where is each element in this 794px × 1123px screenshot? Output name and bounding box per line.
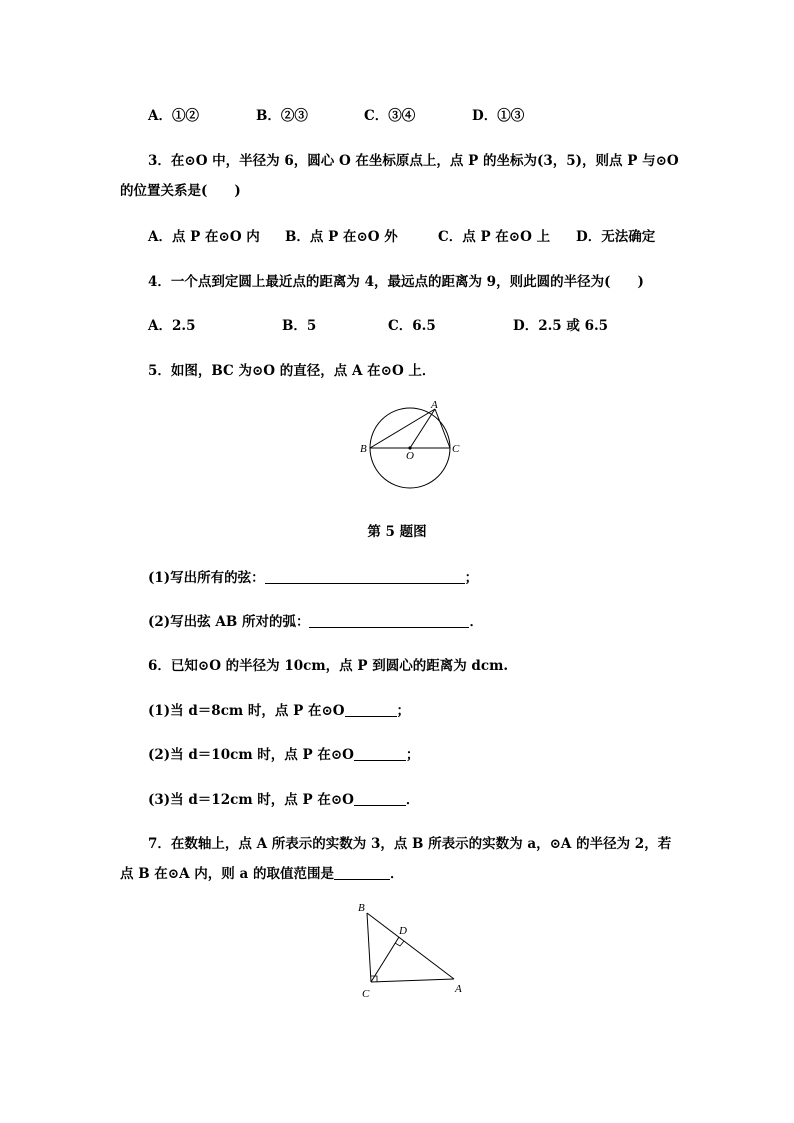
q6-sub3	[148, 788, 419, 808]
q6-sub2-end: ；	[405, 747, 420, 763]
q4-option-a: A．2.5	[148, 318, 196, 334]
q5-figure-caption: 第 5 题图	[367, 524, 427, 540]
q7-triangle-figure	[350, 898, 470, 1002]
q5-circle-figure	[350, 398, 470, 498]
label-d: D	[399, 925, 407, 937]
q3-option-b: B．点 P 在⊙O 外	[285, 229, 398, 245]
q5-sub2-end: ．	[469, 614, 483, 630]
q5-sub1	[148, 566, 478, 586]
q6-sub3-answer-blank[interactable]	[354, 791, 406, 806]
q6-sub2-answer-blank[interactable]	[354, 746, 406, 761]
q2-option-b: B．②③	[256, 108, 308, 124]
side-bc	[367, 913, 371, 982]
q5-stem: 5．如图，BC 为⊙O 的直径，点 A 在⊙O 上．	[148, 363, 436, 379]
q5-sub1-prompt: (1)写出所有的弦：	[148, 570, 265, 586]
q5-sub2	[148, 610, 483, 630]
q6-sub3-prompt: (3)当 d＝12cm 时，点 P 在⊙O	[148, 792, 354, 808]
segment-ao	[410, 409, 435, 448]
label-a: A	[455, 983, 462, 995]
q3-option-c: C．点 P 在⊙O 上	[438, 229, 551, 245]
q3-option-a: A．点 P 在⊙O 内	[148, 229, 260, 245]
q4-option-c: C．6.5	[388, 318, 436, 334]
q5-sub1-answer-blank[interactable]	[265, 569, 465, 584]
q6-sub2	[148, 743, 419, 763]
q2-option-c: C．③④	[364, 108, 416, 124]
q4-option-d: D．2.5 或 6.5	[513, 318, 609, 334]
q7-stem-line2	[120, 862, 403, 882]
q6-sub3-end: ．	[405, 792, 420, 808]
side-ba	[367, 913, 454, 979]
q6-sub1-prompt: (1)当 d＝8cm 时，点 P 在⊙O	[148, 703, 345, 719]
chord-ac	[435, 409, 450, 448]
q3-stem-line2: 的位置关系是( )	[120, 183, 241, 199]
label-c: C	[362, 988, 370, 1000]
q4-stem: 4．一个点到定圆上最近点的距离为 4，最远点的距离为 9，则此圆的半径为( )	[148, 274, 644, 290]
q7-line2-end: ．	[389, 866, 404, 882]
q4-option-b: B．5	[282, 318, 317, 334]
q5-sub2-prompt: (2)写出弦 AB 所对的弧：	[148, 614, 310, 630]
q7-line2-prompt: 点 B 在⊙A 内，则 a 的取值范围是	[120, 866, 334, 882]
q6-sub1-end: ；	[396, 703, 411, 719]
q7-answer-blank[interactable]	[334, 865, 390, 880]
label-c: C	[452, 443, 460, 455]
q6-stem: 6．已知⊙O 的半径为 10cm，点 P 到圆心的距离为 dcm.	[148, 658, 509, 674]
q5-sub1-end: ；	[464, 570, 479, 586]
q6-sub1-answer-blank[interactable]	[345, 702, 397, 717]
altitude-cd	[371, 937, 399, 982]
label-o: O	[406, 450, 414, 462]
q3-option-d: D．无法确定	[576, 229, 656, 245]
label-b: B	[358, 902, 365, 914]
label-a: A	[431, 399, 438, 411]
q3-stem-line1: 3．在⊙O 中，半径为 6，圆心 O 在坐标原点上，点 P 的坐标为(3，5)，则点 P 与⊙O	[148, 153, 679, 169]
q2-option-a: A．①②	[148, 108, 199, 124]
q6-sub2-prompt: (2)当 d＝10cm 时，点 P 在⊙O	[148, 747, 354, 763]
chord-ab	[370, 409, 435, 448]
label-b: B	[360, 443, 367, 455]
q2-option-d: D．①③	[472, 108, 525, 124]
side-ca	[371, 979, 454, 982]
q5-sub2-answer-blank[interactable]	[309, 613, 469, 628]
q7-stem-line1: 7．在数轴上，点 A 所表示的实数为 3，点 B 所表示的实数为 a，⊙A 的半径为 2，若	[148, 836, 672, 852]
q6-sub1	[148, 699, 410, 719]
